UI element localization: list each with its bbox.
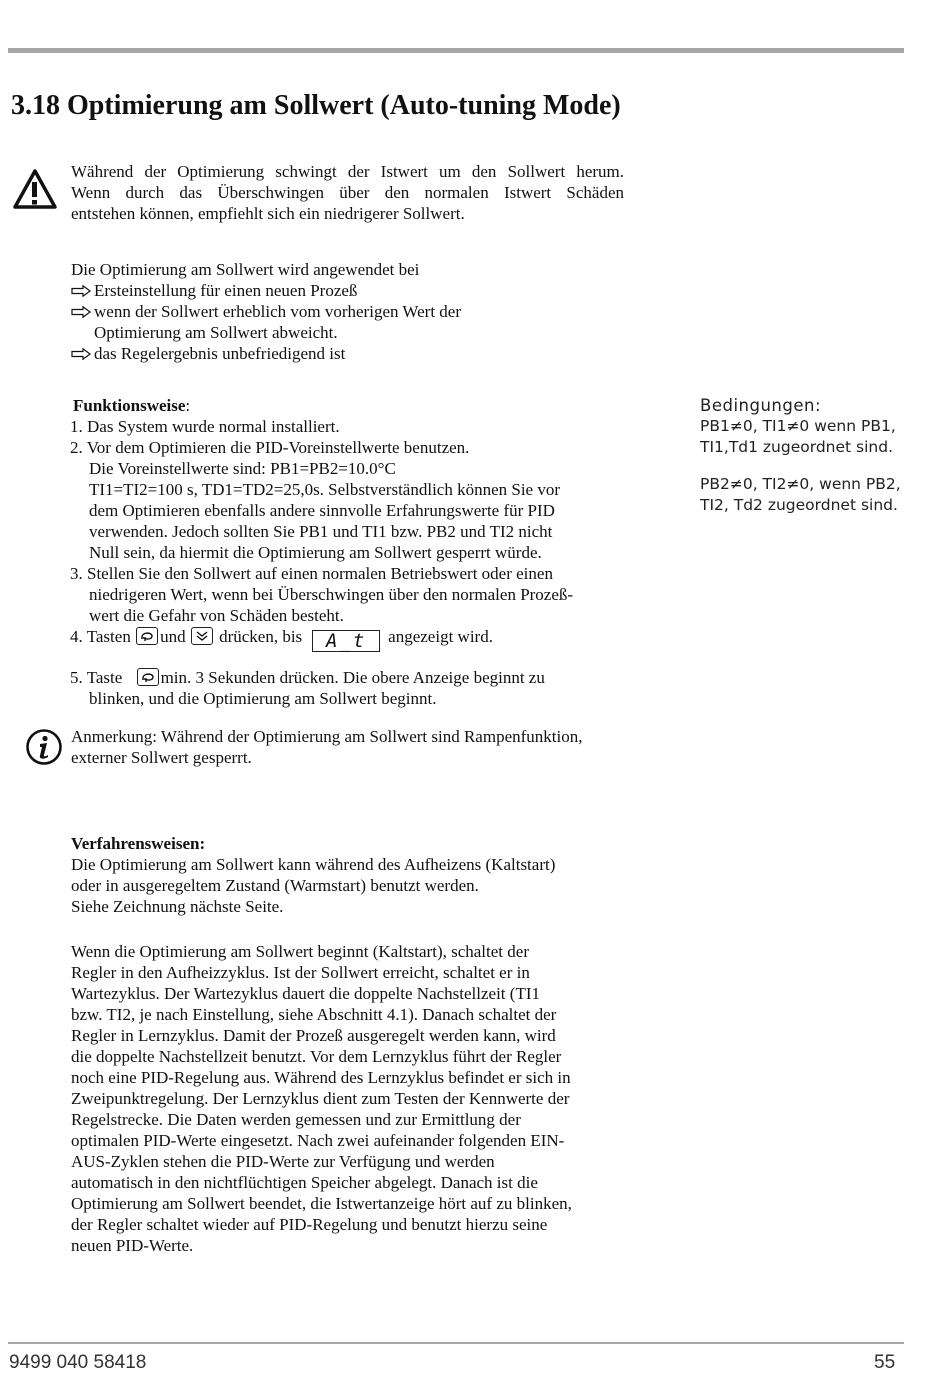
footer-doc-number: 9499 040 58418 [9, 1352, 147, 1373]
bottom-rule [8, 1342, 904, 1344]
description-line: bzw. TI2, je nach Einstellung, siehe Abschnitt 4.1). Danach schaltet der [71, 1005, 557, 1024]
step-2-line: Die Voreinstellwerte sind: PB1=PB2=10.0°C [89, 459, 396, 478]
usage-item-label: das Regelergebnis unbefriedigend ist [94, 344, 346, 363]
arrow-right-icon [71, 348, 91, 360]
step-2-line: verwenden. Jedoch sollten Sie PB1 und TI1 bzw. PB2 und TI2 nicht [89, 522, 553, 541]
warning-line: Wenn durch das Überschwingen über den normalen Istwert Schäden [71, 183, 624, 202]
description-line: Wartezyklus. Der Wartezyklus dauert die doppelte Nachstellzeit (TI1 [71, 984, 540, 1003]
procedure-line: oder in ausgeregeltem Zustand (Warmstart) benutzt werden. [71, 876, 479, 895]
description-line: neuen PID-Werte. [71, 1236, 194, 1255]
description-line: noch eine PID-Regelung aus. Während des Lernzyklus befindet er sich in [71, 1068, 571, 1087]
condition-line: TI2, Td2 zugeordnet sind. [700, 496, 898, 514]
down-key-icon [191, 627, 213, 645]
note-line: Anmerkung: Während der Optimierung am Sollwert sind Rampenfunktion, [71, 727, 583, 746]
step-4-text: und [160, 627, 186, 646]
arrow-right-icon [71, 285, 91, 297]
description-line: Optimierung am Sollwert beendet, die Istwertanzeige hört auf zu blinken, [71, 1194, 572, 1213]
warning-text [71, 161, 624, 224]
description-line: Regler in den Aufheizzyklus. Ist der Sollwert erreicht, schaltet er in [71, 963, 530, 982]
usage-item [71, 280, 461, 301]
info-icon [25, 728, 63, 766]
lcd-display: A_t [312, 630, 380, 652]
description-paragraph [71, 941, 572, 1256]
step-4-text: angezeigt wird. [388, 627, 493, 646]
conditions-sidebar [700, 395, 901, 516]
usage-block [71, 259, 461, 364]
description-line: Regler in Lernzyklus. Damit der Prozeß ausgeregelt werden kann, wird [71, 1026, 556, 1045]
step-2-line: dem Optimieren ebenfalls andere sinnvolle Erfahrungswerte für PID [89, 501, 555, 520]
usage-item-continuation: Optimierung am Sollwert abweicht. [94, 323, 338, 342]
step-3-line: 3. Stellen Sie den Sollwert auf einen normalen Betriebswert oder einen [70, 564, 553, 583]
usage-intro: Die Optimierung am Sollwert wird angewendet bei [71, 260, 420, 279]
description-line: der Regler schaltet wieder auf PID-Regelung und benutzt hierzu seine [71, 1215, 548, 1234]
step-4-text: 4. Tasten [70, 627, 131, 646]
condition-line: TI1,Td1 zugeordnet sind. [700, 438, 894, 456]
loop-key-icon [136, 627, 158, 645]
usage-item [71, 301, 461, 322]
description-line: automatisch in den nichtflüchtigen Speicher abgelegt. Danach ist die [71, 1173, 538, 1192]
step-5-line [70, 667, 573, 688]
procedure-block [71, 833, 555, 917]
note-text [71, 726, 582, 768]
procedure-line: Die Optimierung am Sollwert kann während des Aufheizens (Kaltstart) [71, 855, 556, 874]
description-line: Zweipunktregelung. Der Lernzyklus dient zum Testen der Kennwerte der [71, 1089, 570, 1108]
procedure-heading: Verfahrensweisen: [71, 834, 206, 853]
arrow-right-icon [71, 306, 91, 318]
description-line: die doppelte Nachstellzeit benutzt. Vor dem Lernzyklus führt der Regler [71, 1047, 562, 1066]
step-5-text: 5. Taste [70, 668, 123, 687]
description-line: Regelstrecke. Die Daten werden gemessen und zur Ermittlung der [71, 1110, 521, 1129]
procedure-line: Siehe Zeichnung nächste Seite. [71, 897, 284, 916]
step-2-line: TI1=TI2=100 s, TD1=TD2=25,0s. Selbstverständlich können Sie vor [89, 480, 561, 499]
step-4 [70, 626, 573, 652]
loop-key-icon [137, 668, 159, 686]
function-heading-label: Funktionsweise [73, 396, 186, 415]
condition-line: PB1≠0, TI1≠0 wenn PB1, [700, 417, 896, 435]
step-2-line: 2. Vor dem Optimieren die PID-Voreinstellwerte benutzen. [70, 438, 470, 457]
step-4-text: drücken, bis [219, 627, 303, 646]
conditions-heading: Bedingungen: [700, 396, 822, 415]
step-3-line: wert die Gefahr von Schäden besteht. [89, 606, 344, 625]
step-1: 1. Das System wurde normal installiert. [70, 417, 340, 436]
function-heading [70, 395, 573, 416]
warning-line: Während der Optimierung schwingt der Istwert um den Sollwert herum. [71, 162, 624, 181]
function-block [70, 395, 573, 709]
warning-icon [12, 168, 58, 210]
top-rule [8, 48, 904, 53]
description-line: AUS-Zyklen stehen die PID-Werte zur Verfügung und werden [71, 1152, 495, 1171]
step-3-line: niedrigeren Wert, wenn bei Überschwingen über den normalen Prozeß- [89, 585, 574, 604]
footer-page-number: 55 [874, 1352, 896, 1373]
warning-line: entstehen können, empfiehlt sich ein niedrigerer Sollwert. [71, 204, 465, 223]
step-5-text: min. 3 Sekunden drücken. Die obere Anzeige beginnt zu [160, 668, 545, 687]
step-2-line: Null sein, da hiermit die Optimierung am Sollwert gesperrt würde. [89, 543, 542, 562]
function-heading-colon: : [185, 396, 191, 415]
description-line: Wenn die Optimierung am Sollwert beginnt (Kaltstart), schaltet der [71, 942, 529, 961]
usage-item [71, 343, 461, 364]
step-5-line: blinken, und die Optimierung am Sollwert beginnt. [89, 689, 437, 708]
condition-line: PB2≠0, TI2≠0, wenn PB2, [700, 475, 901, 493]
note-line: externer Sollwert gesperrt. [71, 748, 252, 767]
section-title: 3.18 Optimierung am Sollwert (Auto-tuning Mode) [11, 90, 621, 121]
description-line: optimalen PID-Werte eingesetzt. Nach zwei aufeinander folgenden EIN- [71, 1131, 565, 1150]
usage-item-label: wenn der Sollwert erheblich vom vorherigen Wert der [94, 302, 462, 321]
usage-item-label: Ersteinstellung für einen neuen Prozeß [94, 281, 358, 300]
